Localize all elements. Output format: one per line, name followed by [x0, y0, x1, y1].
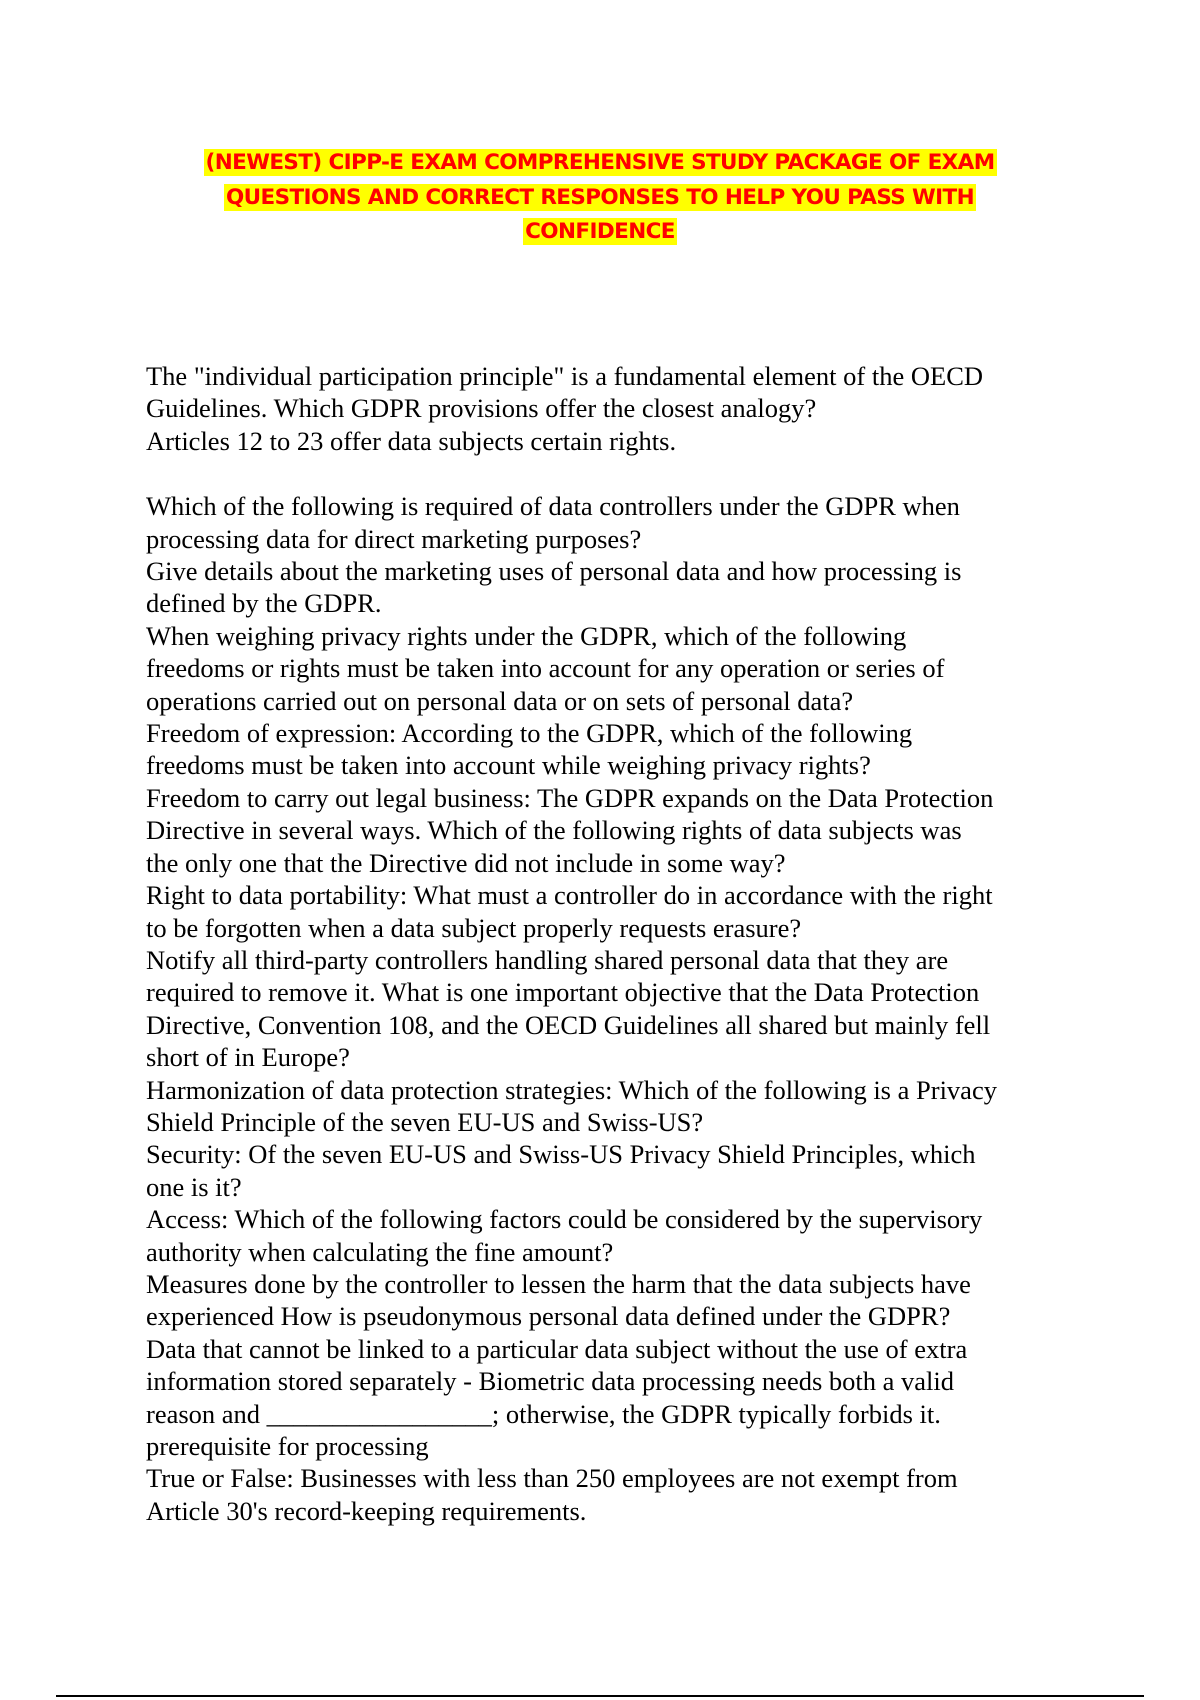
text-line: Security: Of the seven EU-US and Swiss-US Privacy Shield Principles, which	[146, 1139, 976, 1170]
text-line: Freedom of expression: According to the GDPR, which of the following	[146, 718, 913, 749]
footer-divider	[56, 1695, 1144, 1697]
text-line: defined by the GDPR.	[146, 588, 382, 619]
text-line: Measures done by the controller to lessen the harm that the data subjects have	[146, 1268, 971, 1299]
paragraph-gap	[146, 457, 1066, 490]
text-line: True or False: Businesses with less than 250 employees are not exempt from	[146, 1463, 958, 1494]
text-line: the only one that the Directive did not include in some way?	[146, 847, 786, 878]
text-line: Guidelines. Which GDPR provisions offer the closest analogy?	[146, 393, 817, 424]
text-line: authority when calculating the fine amount?	[146, 1236, 614, 1267]
question-block-1	[146, 360, 1066, 457]
text-line: reason and _________________; otherwise, the GDPR typically forbids it.	[146, 1398, 941, 1429]
text-line: required to remove it. What is one important objective that the Data Protection	[146, 977, 980, 1008]
text-line: operations carried out on personal data or on sets of personal data?	[146, 685, 854, 716]
document-title	[145, 146, 1055, 250]
text-line: Notify all third-party controllers handling shared personal data that they are	[146, 944, 949, 975]
document-body	[146, 360, 1066, 1527]
text-line: Give details about the marketing uses of personal data and how processing is	[146, 556, 962, 587]
text-line: short of in Europe?	[146, 1042, 350, 1073]
title-line-2: QUESTIONS AND CORRECT RESPONSES TO HELP YOU PASS WITH	[225, 184, 975, 210]
text-line: Shield Principle of the seven EU-US and Swiss-US?	[146, 1106, 704, 1137]
text-line: to be forgotten when a data subject properly requests erasure?	[146, 912, 802, 943]
text-line: Data that cannot be linked to a particular data subject without the use of extra	[146, 1333, 968, 1364]
text-line: Harmonization of data protection strategies: Which of the following is a Privacy	[146, 1074, 997, 1105]
text-line: Right to data portability: What must a controller do in accordance with the right	[146, 880, 993, 911]
text-line: The "individual participation principle" is a fundamental element of the OECD	[146, 361, 984, 391]
text-line: Freedom to carry out legal business: The GDPR expands on the Data Protection	[146, 782, 994, 813]
text-line: experienced How is pseudonymous personal data defined under the GDPR?	[146, 1301, 951, 1332]
text-line: prerequisite for processing	[146, 1431, 429, 1461]
text-line: Directive, Convention 108, and the OECD Guidelines all shared but mainly fell	[146, 1009, 991, 1040]
text-line: freedoms or rights must be taken into account for any operation or series of	[146, 653, 945, 684]
text-line: information stored separately - Biometric data processing needs both a valid	[146, 1366, 955, 1397]
question-block-2	[146, 490, 1066, 1527]
text-line: freedoms must be taken into account while weighing privacy rights?	[146, 750, 871, 781]
title-line-3: CONFIDENCE	[525, 219, 675, 244]
text-line: Access: Which of the following factors could be considered by the supervisory	[146, 1204, 983, 1235]
text-line: Which of the following is required of data controllers under the GDPR when	[146, 491, 960, 522]
text-line: one is it?	[146, 1171, 242, 1202]
text-line: Articles 12 to 23 offer data subjects certain rights.	[146, 425, 677, 456]
text-line: Article 30's record-keeping requirements.	[146, 1495, 587, 1526]
text-line: Directive in several ways. Which of the following rights of data subjects was	[146, 815, 962, 846]
text-line: When weighing privacy rights under the GDPR, which of the following	[146, 620, 907, 651]
title-line-1: (NEWEST) CIPP-E EXAM COMPREHENSIVE STUDY PACKAGE OF EXAM	[205, 150, 995, 175]
text-line: processing data for direct marketing purposes?	[146, 523, 642, 554]
